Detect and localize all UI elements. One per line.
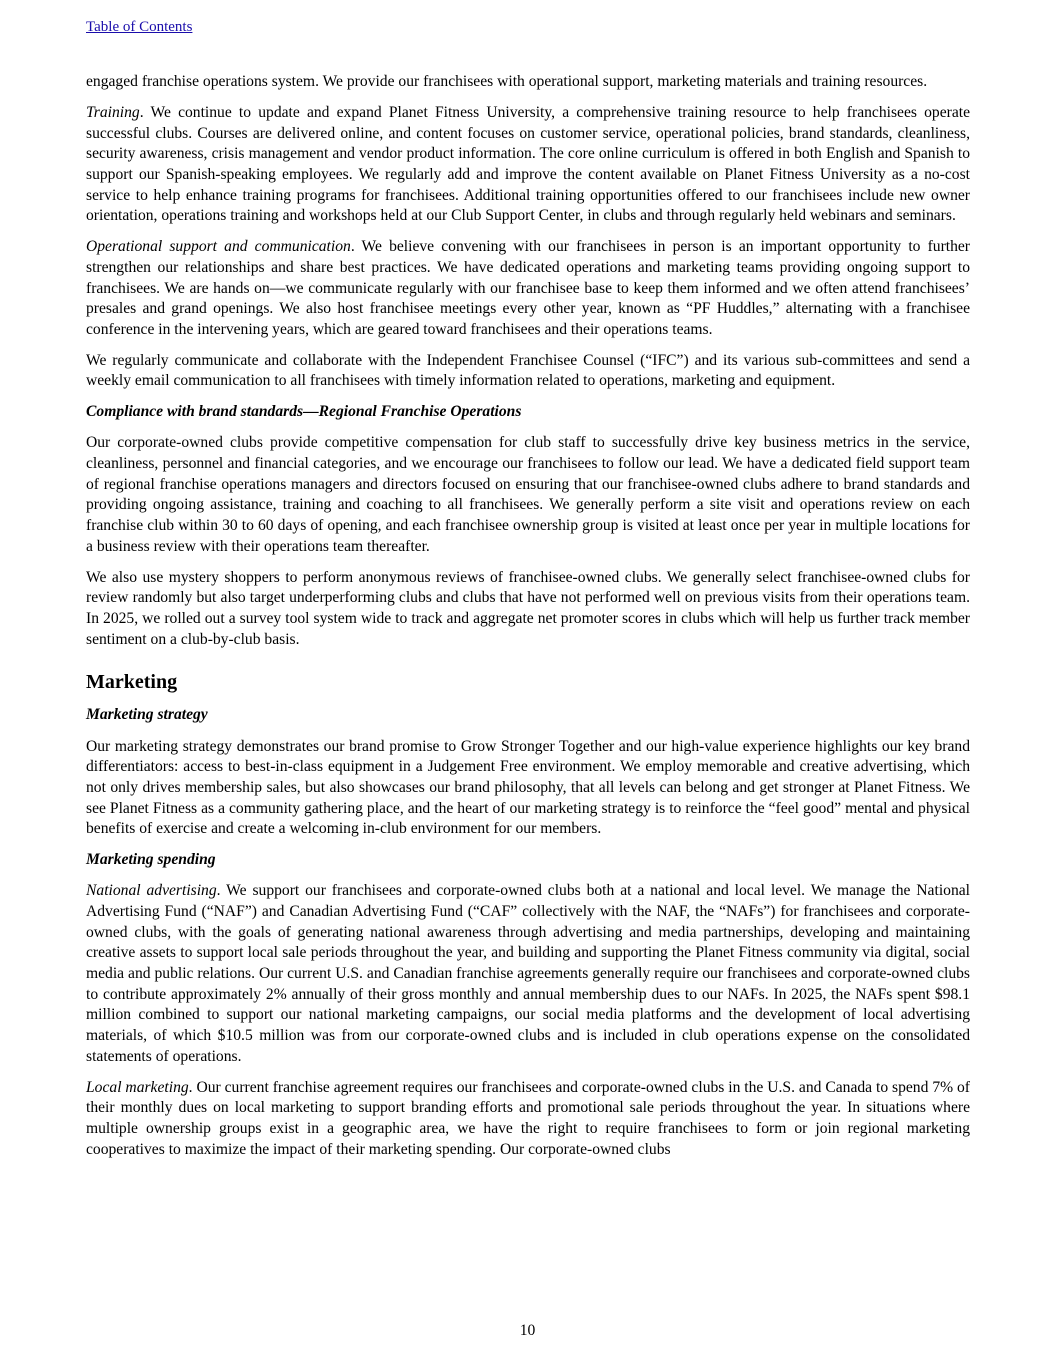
table-of-contents-link[interactable]: Table of Contents [86,19,193,35]
operational-support-lead: Operational support and communication [86,238,351,256]
local-marketing-lead: Local marketing [86,1078,189,1096]
paragraph-training [86,103,970,227]
marketing-spending-heading: Marketing spending [86,851,216,869]
national-advertising-lead: National advertising [86,882,217,900]
paragraph-compliance: Our corporate-owned clubs provide competitive compensation for club staff to successfully drive key business metrics in the service, cleanliness, personnel and financial categories, and we encourage our franchisees to follow our lead. We have a dedicated field support team of regional franchise operations managers and directors focused on ensuring that our franchisee-owned clubs adhere to brand standards and providing ongoing assistance, training and coaching to all franchisees. We generally perform a site visit and operations review on each franchise club within 30 to 60 days of opening, and each franchisee ownership group is visited at least once per year in multiple locations for a business review with their operations team thereafter. [86,434,970,555]
training-body: . We continue to update and expand Planet Fitness University, a comprehensive training resource to help franchisees operate successful clubs. Courses are delivered online, and content focuses on customer service, operational policies, brand standards, cleanliness, security awareness, crisis management and vendor product information. The core online curriculum is offered in both English and Spanish to support our Spanish-speaking employees. We regularly add and improve the content available on Planet Fitness University as a no-cost service to help enhance training programs for franchisees. Additional training opportunities offered to our franchisees include new owner orientation, operations training and workshops held at our Club Support Center, in clubs and through regularly held webinars and seminars. [86,103,970,225]
paragraph-intro: engaged franchise operations system. We provide our franchisees with operational support, marketing materials and training resources. [86,73,928,90]
marketing-heading: Marketing [86,671,178,694]
paragraph-operational-support [86,237,970,341]
paragraph-national-advertising [86,881,970,1067]
paragraph-marketing-strategy: Our marketing strategy demonstrates our brand promise to Grow Stronger Together and our high-value experience highlights our key brand differentiators: access to best-in-class equipment in a Judgement Free environment. We employ memorable and creative advertising, which not only drives membership sales, but also showcases our brand philosophy, that all levels can belong and get stronger at Planet Fitness. We see Planet Fitness as a community gathering place, and the heart of our marketing strategy is to reinforce the “feel good” mental and physical benefits of exercise and create a welcoming in-club environment for our members. [86,737,970,838]
local-marketing-body: . Our current franchise agreement requires our franchisees and corporate-owned clubs in the U.S. and Canada to spend 7% of their monthly dues on local marketing to support branding efforts and promotional sale periods throughout the year. In situations where multiple ownership groups exist in a geographic area, we have the right to require franchisees to form or join regional marketing cooperatives to maximize the impact of their marketing spending. Our corporate-owned clubs [86,1078,970,1158]
page-number: 10 [519,1322,536,1339]
document-body [86,72,970,1171]
paragraph-ifc: We regularly communicate and collaborate with the Independent Franchisee Counsel (“IFC”) and its various sub-committees and send a weekly email communication to all franchisees with timely information related to operations, marketing and equipment. [86,351,970,390]
training-lead: Training [86,103,140,121]
paragraph-local-marketing [86,1078,970,1161]
paragraph-mystery-shoppers: We also use mystery shoppers to perform anonymous reviews of franchisee-owned clubs. We generally select franchisee-owned clubs for review randomly but also target underperforming clubs and clubs that have not performed well on previous visits from their operations team. In 2025, we rolled out a survey tool system wide to track and aggregate net promoter scores in clubs which will help us further track member sentiment on a club-by-club basis. [86,568,970,648]
operational-support-body: . We believe convening with our franchisees in person is an important opportunity to further strengthen our relationships and share best practices. We have dedicated operations and marketing teams providing ongoing support to franchisees. We are hands on—we communicate regularly with our franchisee base to keep them informed and we often attend franchisees’ presales and grand openings. We also host franchisee meetings every other year, known as “PF Huddles,” alternating with a franchisee conference in the intervening years, which are geared toward franchisees and their operations teams. [86,238,970,338]
marketing-strategy-heading: Marketing strategy [86,706,208,724]
national-advertising-body: . We support our franchisees and corporate-owned clubs both at a national and local level. We manage the National Advertising Fund (“NAF”) and Canadian Advertising Fund (“CAF” collectively with the NAF, the “NAFs”) for franchisees and corporate-owned clubs, with the goals of generating national awareness through advertising and media partnerships, developing and maintaining creative assets to support local sale periods throughout the year, and building and supporting the Planet Fitness community via digital, social media and public relations. Our current U.S. and Canadian franchise agreements generally require our franchisees and corporate-owned clubs to contribute approximately 2% annually of their gross monthly and annual membership dues to our NAFs. In 2025, the NAFs spent $98.1 million combined to support our national marketing campaigns, our social media platforms and the development of local advertising materials, of which $10.5 million was from our corporate-owned clubs and is included in club operations expense on the consolidated statements of operations. [86,882,970,1065]
compliance-heading: Compliance with brand standards—Regional Franchise Operations [86,403,522,421]
